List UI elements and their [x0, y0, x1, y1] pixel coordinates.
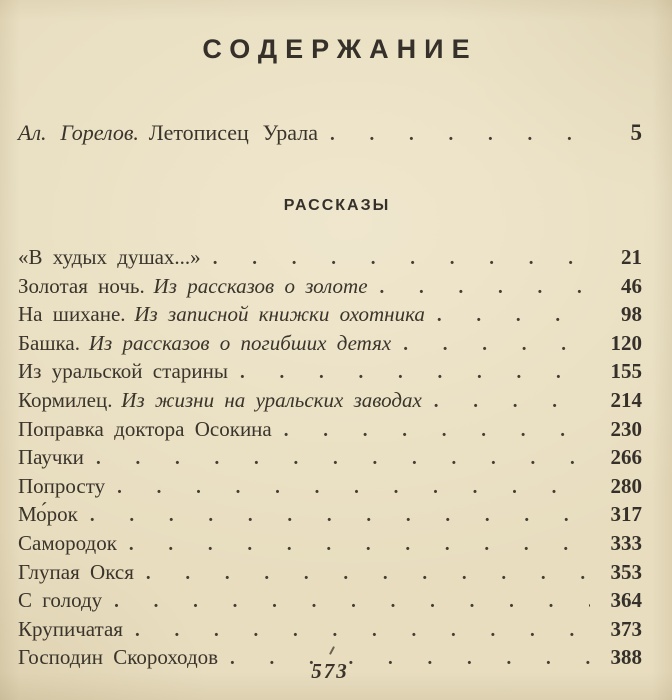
entry-subtitle: Из записной книжки охотника — [134, 302, 425, 327]
entry-text — [18, 330, 391, 357]
toc-row — [18, 501, 642, 530]
entry-title: Золотая ночь. — [18, 273, 145, 298]
entry-page-number: 373 — [610, 616, 642, 641]
toc-list — [18, 244, 642, 673]
dot-leader — [403, 330, 590, 359]
dot-leader — [434, 387, 590, 416]
entry-subtitle: Из жизни на уральских заводах — [121, 387, 422, 412]
entry-page-number: 353 — [610, 559, 642, 584]
toc-row — [18, 444, 642, 473]
toc-row — [18, 416, 642, 445]
entry-title: Кормилец. — [18, 387, 113, 412]
dot-leader — [96, 444, 590, 473]
toc-row — [18, 473, 642, 502]
entry-page-number: 214 — [610, 387, 642, 412]
page-title: СОДЕРЖАНИЕ — [202, 34, 478, 64]
entry-subtitle: Из рассказов о погибших детях — [88, 330, 392, 355]
entry-title: Поправка доктора Осокина — [18, 416, 272, 441]
dot-leader — [135, 616, 590, 645]
dot-leader — [437, 301, 590, 330]
entry-text — [18, 444, 84, 471]
entry-page-number: 388 — [610, 645, 642, 670]
entry-text — [18, 301, 425, 328]
entry-page-number: 364 — [610, 588, 642, 613]
toc-row — [18, 387, 642, 416]
toc-row — [18, 330, 642, 359]
entry-title: На шихане. — [18, 302, 126, 327]
dot-leader — [117, 473, 590, 502]
entry-text — [18, 587, 102, 614]
entry-text — [18, 358, 228, 385]
dot-leader — [114, 587, 590, 616]
entry-text — [18, 473, 105, 500]
entry-title: Крупичатая — [18, 616, 123, 641]
dot-leader — [330, 120, 590, 147]
dot-leader — [240, 358, 590, 387]
entry-title: «В худых душах...» — [18, 245, 201, 269]
entry-text — [18, 530, 117, 557]
entry-title: Глупая Окся — [18, 559, 134, 584]
dot-leader — [380, 273, 590, 302]
section-heading: РАССКАЗЫ — [283, 197, 391, 214]
toc-row — [18, 559, 642, 588]
entry-page-number: 46 — [621, 273, 642, 298]
entry-text — [18, 387, 422, 414]
foreword-entry-text — [18, 120, 318, 145]
toc-row — [18, 244, 642, 273]
entry-text — [18, 244, 201, 271]
toc-row — [18, 530, 642, 559]
foreword-title: Летописец Урала — [148, 120, 318, 145]
entry-title: Из уральской старины — [18, 359, 228, 384]
entry-page-number: 21 — [621, 245, 642, 269]
entry-text — [18, 273, 368, 300]
entry-page-number: 280 — [610, 473, 642, 498]
dot-leader — [129, 530, 590, 559]
dot-leader — [90, 501, 590, 530]
entry-text — [18, 416, 272, 443]
entry-title: Господин Скороходов — [18, 645, 219, 670]
entry-text — [18, 616, 123, 643]
toc-row — [18, 358, 642, 387]
dot-leader — [146, 559, 590, 588]
entry-title: Мо́рок — [18, 502, 78, 527]
entry-page-number: 230 — [610, 416, 642, 441]
entry-text — [18, 559, 134, 586]
entry-page-number: 317 — [610, 502, 642, 527]
entry-title: Попросту — [18, 473, 106, 498]
dot-leader — [284, 416, 590, 445]
entry-text — [18, 501, 78, 528]
entry-page-number: 120 — [610, 330, 642, 355]
entry-page-number: 155 — [610, 359, 642, 384]
entry-title: С голоду — [18, 588, 103, 613]
entry-title: Паучки — [18, 445, 84, 470]
entry-page-number: 98 — [621, 302, 642, 327]
entry-page-number: 333 — [610, 530, 642, 555]
entry-title: Башка. — [18, 330, 81, 355]
toc-row — [18, 587, 642, 616]
foreword-page-number: 5 — [630, 120, 642, 145]
dot-leader — [213, 244, 590, 273]
foreword-author: Ал. Горелов. — [18, 120, 139, 145]
toc-row — [18, 273, 642, 302]
toc-row-foreword — [18, 120, 642, 147]
entry-page-number: 266 — [610, 445, 642, 470]
entry-title: Самородок — [18, 530, 117, 555]
toc-row — [18, 616, 642, 645]
folio-number: 573 — [311, 659, 349, 683]
entry-subtitle: Из рассказов о золоте — [153, 273, 368, 298]
toc-row — [18, 301, 642, 330]
